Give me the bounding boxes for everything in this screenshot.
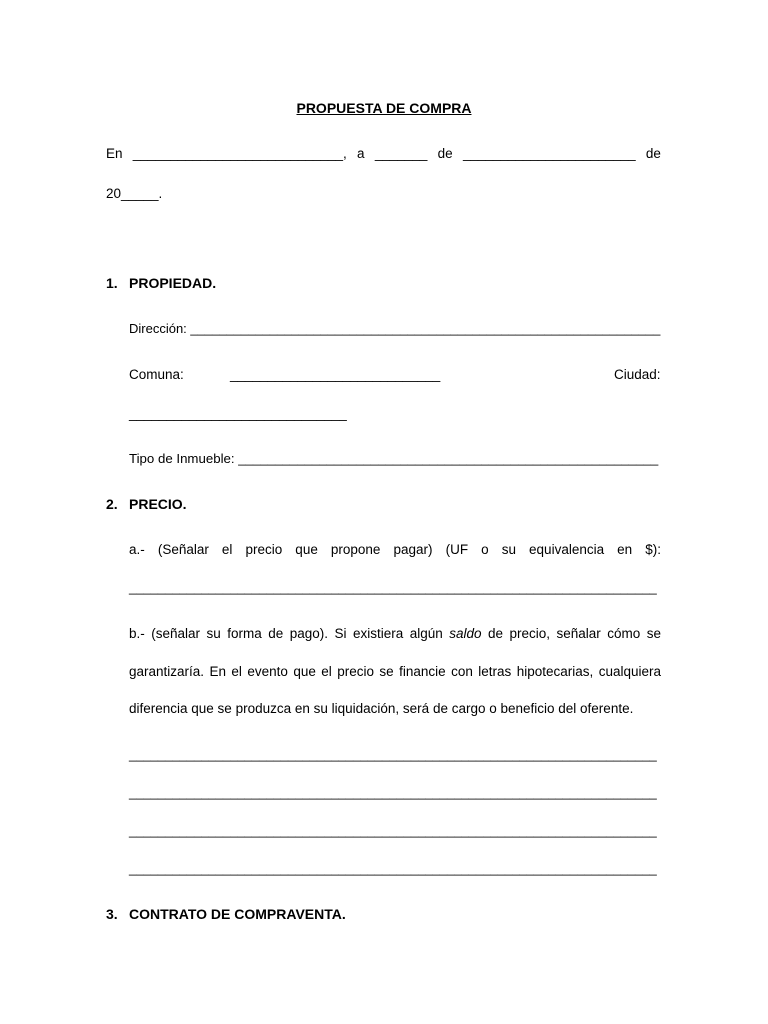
precio-b-saldo: saldo xyxy=(449,626,482,641)
precio-b-line-2: garantizaría. En el evento que el precio se financie con letras hipotecarias, cualquiera xyxy=(129,664,661,679)
precio-a-blank: _________________________________________________________________________ xyxy=(129,580,657,595)
precio-b-line-1-end: de precio, señalar cómo se xyxy=(481,626,661,641)
section-1-number: 1. xyxy=(106,275,118,291)
comuna-blank: ____________________________ xyxy=(230,367,441,382)
section-3-number: 3. xyxy=(106,906,118,922)
precio-b-line-3: diferencia que se produzca en su liquidación, será de cargo o beneficio del oferente. xyxy=(129,701,634,716)
precio-b-line-1 xyxy=(129,626,661,641)
ciudad-blank: _____________________________ xyxy=(129,406,347,421)
precio-a-text: a.- (Señalar el precio que propone pagar) (UF o su equivalencia en $): xyxy=(129,542,661,557)
section-2-number: 2. xyxy=(106,496,118,512)
ciudad-label: Ciudad: xyxy=(614,367,661,382)
date-blank-place: ____________________________, xyxy=(132,146,347,161)
date-word-de-2: de xyxy=(645,146,661,161)
comuna-label: Comuna: xyxy=(129,367,184,382)
date-word-a: a xyxy=(357,146,365,161)
section-2-title: PRECIO. xyxy=(129,496,187,512)
document-title: PROPUESTA DE COMPRA xyxy=(296,100,472,116)
precio-b-blank-2: _________________________________________________________________________ xyxy=(129,785,657,800)
section-1-title: PROPIEDAD. xyxy=(129,275,217,291)
precio-b-line-1-start: b.- (señalar su forma de pago). Si existiera algún xyxy=(129,626,450,641)
section-3-title: CONTRATO DE COMPRAVENTA. xyxy=(129,906,346,922)
date-line xyxy=(106,146,661,161)
precio-b-blank-1: _________________________________________________________________________ xyxy=(129,747,657,762)
date-blank-day: _______ xyxy=(374,146,428,161)
date-word-de-1: de xyxy=(437,146,453,161)
precio-b-blank-3: _________________________________________________________________________ xyxy=(129,823,657,838)
year-line: 20_____. xyxy=(106,186,163,201)
tipo-inmueble-field: Tipo de Inmueble: _________________________________________________________ xyxy=(129,451,659,466)
date-word-en: En xyxy=(106,146,123,161)
date-blank-month: _______________________ xyxy=(462,146,636,161)
precio-b-blank-4: _________________________________________________________________________ xyxy=(129,861,657,876)
direccion-field: Dirección: _________________________________________________________________ xyxy=(129,321,661,336)
